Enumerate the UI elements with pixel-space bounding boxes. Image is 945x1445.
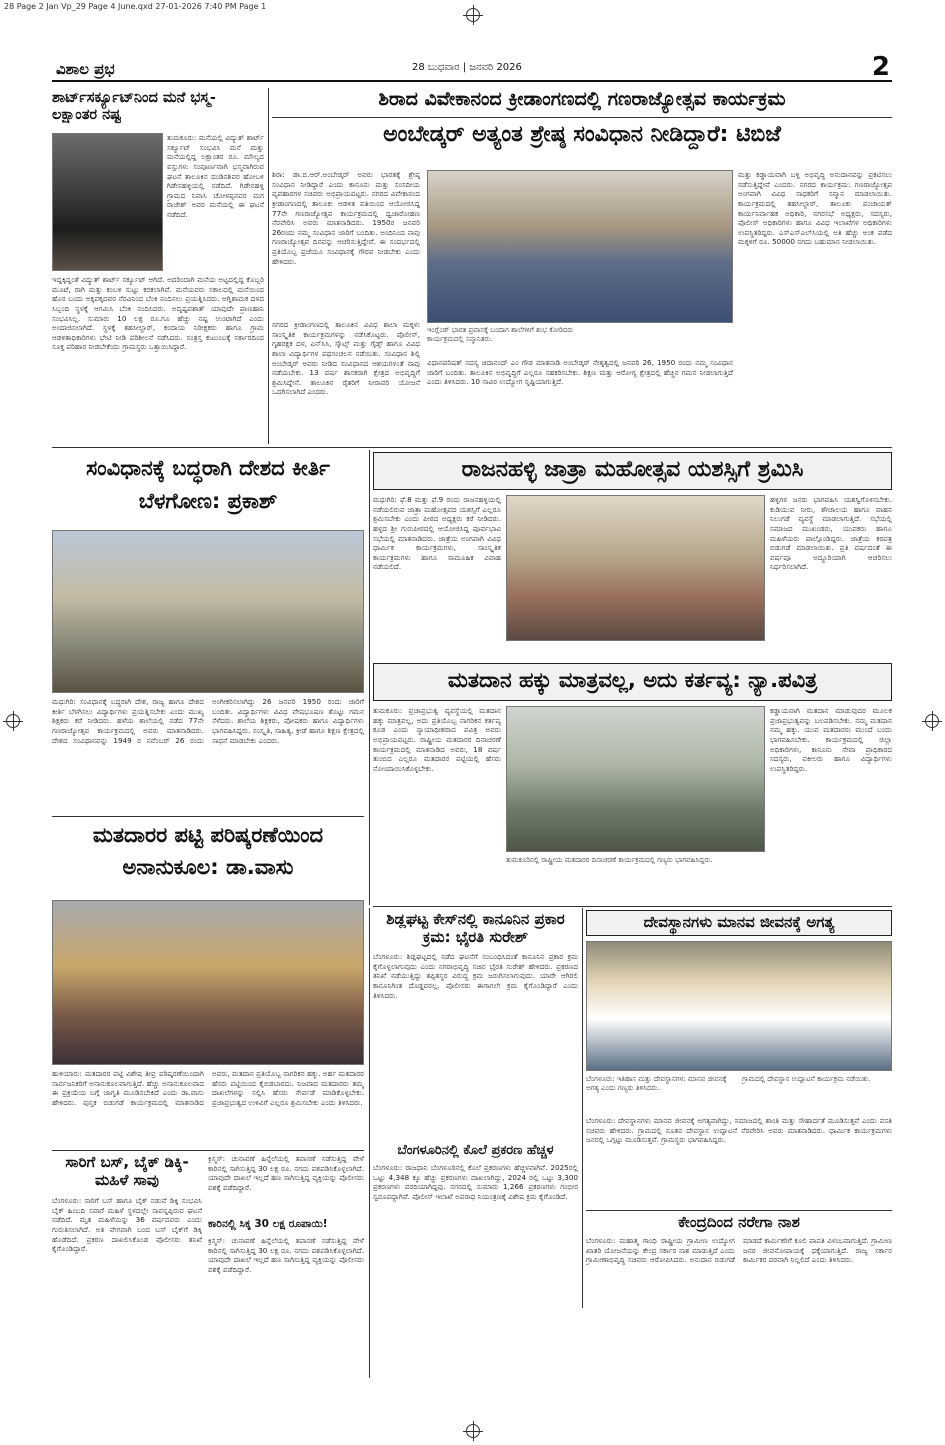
print-slug: 28 Page 2 Jan Vp_29 Page 4 June.qxd 27-01-2026 7:40 PM Page 1 [4,2,267,11]
bus-headline: ಸಾರಿಗೆ ಬಸ್, ಬೈಕ್ ಡಿಕ್ಕಿ- ಮಹಿಳೆ ಸಾವು [65,1153,189,1189]
voterlist-body: ಹುಳಿಯಾರು: ಮತದಾರರ ಪಟ್ಟಿ ವಿಶೇಷ ತೀವ್ರ ಪರಿಷ್ಕರಣೆಯಿಂದಾಗಿ ಸಾರ್ವಜನಿಕರಿಗೆ ಅನಾನುಕೂಲವಾಗುತ್ತಿದೆ. ಹೆಚ್ಚು ಅನಾನುಕೂಲವಾದ ಈ ಪ್ರಕ್ರಿಯೆಯ ಬಗ್ಗೆ ಜಾಗೃತಿ ಮೂಡಿಸಬೇಕಿದೆ ಎಂದು ಡಾ.ವಾಸು ಹೇಳಿದರು. ಪುಸ್ತಕ ಬಿಡುಗಡೆ ಕಾರ್ಯಕ್ರಮದಲ್ಲಿ ಮಾತನಾಡಿದ ಅವರು, ಮತದಾನ ಪ್ರತಿಯೊಬ್ಬ ನಾಗರಿಕನ ಹಕ್ಕು. ಅರ್ಹ ಮತದಾರರ ಹೆಸರು ಪಟ್ಟಿಯಿಂದ ಕೈಬಿಡಬಾರದು. ನಿಜವಾದ ಮತದಾರರು ತಮ್ಮ ದಾಖಲೆಗಳನ್ನು ಸಲ್ಲಿಸಿ ಹೆಸರು ಸೇರ್ಪಡೆ ಮಾಡಿಕೊಳ್ಳಬೇಕು. ಪ್ರಜಾಪ್ರಭುತ್ವದ ಉಳಿವಿಗೆ ಎಲ್ಲರೂ ಶ್ರಮಿಸಬೇಕು ಎಂದು ತಿಳಿಸಿದರು. [52,1069,364,1107]
fire-headline: ಶಾರ್ಟ್‌ಸರ್ಕ್ಯೂಟ್‌ನಿಂದ ಮನೆ ಭಸ್ಮ- ಲಕ್ಷಾಂತರ ನಷ್ಟ [52,90,216,124]
voting-photo-caption: ತುಮಕೂರಿನಲ್ಲಿ ರಾಷ್ಟ್ರೀಯ ಮತದಾರರ ದಿನಾಚರಣೆ ಕಾರ್ಯಕ್ರಮದಲ್ಲಿ ಗಣ್ಯರು ಭಾಗವಹಿಸಿದ್ದರು. [506,856,713,864]
fire-photo [52,133,163,271]
temple-photo [586,941,892,1071]
temple-caption-left: ಬೆಂಗಳೂರು: ಇತಿಹಾಸ ಮತ್ತು ದೇವಸ್ಥಾನಗಳು ಮಾನವ ಜೀವನಕ್ಕೆ ಅಗತ್ಯ ಎಂದು ಗಣ್ಯರು ತಿಳಿಸಿದರು. [586,1075,727,1093]
column-divider [268,88,269,444]
republic-kicker: ಶಿರಾದ ವಿವೇಕಾನಂದ ಕ್ರೀಡಾಂಗಣದಲ್ಲಿ ಗಣರಾಜ್ಯೋತ್ಸವ ಕಾರ್ಯಕ್ರಮ [378,88,786,110]
republic-col3: ವಿಧಾನಪರಿಷತ್ ಸದಸ್ಯ ಚಿದಾನಂದ್ ಎಂ ಗೌಡ ಮಾತನಾಡಿ ಅಂಬೇಡ್ಕರ್ ನೇತೃತ್ವದಲ್ಲಿ ಜನವರಿ 26, 1950 ರಂದು ನಮ್ಮ ಸಂವಿಧಾನ ಜಾರಿಗೆ ಬಂದಿತು. ತಾಲೂಕಿನ ಅಭಿವೃದ್ಧಿಗೆ ಎಲ್ಲರೂ ಸಹಕರಿಸಬೇಕು. ಶಿಕ್ಷಣ ಮತ್ತು ಆರೋಗ್ಯ ಕ್ಷೇತ್ರದಲ್ಲಿ ಹೆಚ್ಚಿನ ಗಮನ ನೀಡಲಾಗುತ್ತಿದೆ ಎಂದು ತಿಳಿಸಿದರು. 10 ಸಾವಿರ ಉದ್ಯೋಗ ಸೃಷ್ಟಿಯಾಗುತ್ತಿದೆ. [427,358,733,387]
kirti-body: ಮಧುಗಿರಿ: ಸಂವಿಧಾನಕ್ಕೆ ಬದ್ಧರಾಗಿ ದೇಶ, ರಾಜ್ಯ ಹಾಗೂ ದೇಶದ ಕೀರ್ತಿ ಬೆಳಗಿಸಲು ವಿದ್ಯಾರ್ಥಿಗಳು ಪ್ರಯತ್ನಿಸಬೇಕು ಎಂದು ಮುಖ್ಯ ಶಿಕ್ಷಕರು ಕರೆ ನೀಡಿದರು. ಹಳೆಯ ಶಾಲೆಯಲ್ಲಿ ನಡೆದ 77ನೇ ಗಣರಾಜ್ಯೋತ್ಸವ ಕಾರ್ಯಕ್ರಮದಲ್ಲಿ ಅವರು ಮಾತನಾಡಿದರು. ದೇಶದ ಸಂವಿಧಾನವನ್ನು 1949 ರ ನವೆಂಬರ್ 26 ರಂದು ಅಂಗೀಕರಿಸಲಾಗಿದ್ದು 26 ಜನವರಿ 1950 ರಂದು ಜಾರಿಗೆ ಬಂದಿತು. ವಿದ್ಯಾರ್ಥಿಗಳು ವಿವಿಧ ವೇಷಭೂಷಣ ತೊಟ್ಟು ಗಮನ ಸೆಳೆದರು. ಶಾಲೆಯ ಶಿಕ್ಷಕರು, ಪೋಷಕರು ಹಾಗೂ ವಿದ್ಯಾರ್ಥಿಗಳು ಭಾಗವಹಿಸಿದ್ದರು. ಸಂಸ್ಕೃತಿ, ಸಾಹಿತ್ಯ, ಕ್ರೀಡೆ ಹಾಗೂ ಶಿಕ್ಷಣ ಕ್ಷೇತ್ರದಲ್ಲಿ ಸಾಧನೆ ಮಾಡಬೇಕು ಎಂದರು. [52,697,364,745]
bus-sub-body-2: ಕ್ರಿಸ್ಮಸ್: ಚುನಾವಣೆ ಹಿನ್ನೆಲೆಯಲ್ಲಿ ತಪಾಸಣೆ ನಡೆಸುತ್ತಿದ್ದ ವೇಳೆ ಕಾರಿನಲ್ಲಿ ಸಾಗಿಸುತ್ತಿದ್ದ 30 ಲಕ್ಷ ರೂ. ನಗದು ವಶಪಡಿಸಿಕೊಳ್ಳಲಾಗಿದೆ. ಯಾವುದೇ ದಾಖಲೆ ಇಲ್ಲದೆ ಹಣ ಸಾಗಿಸುತ್ತಿದ್ದ ವ್ಯಕ್ತಿಯನ್ನು ಪೊಲೀಸರು ವಶಕ್ಕೆ ಪಡೆದಿದ್ದಾರೆ. [208,1236,364,1274]
voting-photo [506,706,765,852]
registration-mark-bottom [466,1424,480,1438]
voterlist-photo [52,900,364,1065]
section-divider [373,906,892,907]
republic-headline: ಅಂಬೇಡ್ಕರ್ ಅತ್ಯಂತ ಶ್ರೇಷ್ಠ ಸಂವಿಧಾನ ನೀಡಿದ್ದಾರೆ: ಟಿಬಿಜೆ [383,122,781,147]
temple-caption-right: ಗ್ರಾಮದಲ್ಲಿ ದೇವಸ್ಥಾನ ಉದ್ಘಾಟನೆ ಕಾರ್ಯಕ್ರಮ ನಡೆಯಿತು. [742,1075,871,1083]
temple-body: ಬೆಂಗಳೂರು: ದೇವಸ್ಥಾನಗಳು ಮಾನವ ಜೀವನಕ್ಕೆ ಅಗತ್ಯವಾಗಿದ್ದು, ಸಮಾಜದಲ್ಲಿ ಶಾಂತಿ ಮತ್ತು ಸೌಹಾರ್ದತೆ ಮೂಡಿಸುತ್ತವೆ ಎಂದು ವಸತಿ ಸಚಿವರು ಹೇಳಿದರು. ಗ್ರಾಮದಲ್ಲಿ ನೂತನ ದೇವಸ್ಥಾನ ಉದ್ಘಾಟನೆ ನೆರವೇರಿಸಿ ಅವರು ಮಾತನಾಡಿದರು. ಧಾರ್ಮಿಕ ಕಾರ್ಯಕ್ರಮಗಳು ಜನರಲ್ಲಿ ಒಗ್ಗಟ್ಟು ಮೂಡಿಸುತ್ತವೆ. ಗ್ರಾಮಸ್ಥರು ಭಾಗವಹಿಸಿದ್ದರು. [586,1116,892,1145]
masthead-date: 28 ಬುಧವಾರ | ಜನವರಿ 2026 [412,62,522,73]
bengaluru-headline: ಬೆಂಗಳೂರಿನಲ್ಲಿ ಕೊಲೆ ಪ್ರಕರಣ ಹೆಚ್ಚಳ [397,1143,554,1158]
fire-body-bottom: ಇದ್ದಕ್ಕಿದ್ದಂತೆ ವಿದ್ಯುತ್ ಶಾರ್ಟ್ ಸರ್ಕ್ಯೂಟ್ ಆಗಿದೆ. ಅದರಿಂದಾಗಿ ಮನೆಯ ಅಟ್ಟದಲ್ಲಿದ್ದ ಕೊಬ್ಬರಿ ಮೂಟೆ, ರಾಗಿ ಮತ್ತು ಕಂಬಳಿ ಸುಟ್ಟು ಕರಕಲಾಗಿವೆ. ಮನೆಯವರು ಸಕಾಲದಲ್ಲಿ ಮನೆಯಿಂದ ಹೊರ ಬಂದು ಅಕ್ಕಪಕ್ಕದವರ ನೆರವಿನಿಂದ ಬೆಂಕಿ ನಂದಿಸಲು ಪ್ರಯತ್ನಿಸಿದರು. ಅಗ್ನಿಶಾಮಕ ದಳದ ಸಿಬ್ಬಂದಿ ಸ್ಥಳಕ್ಕೆ ಆಗಮಿಸಿ ಬೆಂಕಿ ನಂದಿಸಿದರು. ಅದೃಷ್ಟವಶಾತ್ ಯಾವುದೇ ಪ್ರಾಣಹಾನಿ ಸಂಭವಿಸಿಲ್ಲ. ಸುಮಾರು 10 ಲಕ್ಷ ರೂ.ಗೂ ಹೆಚ್ಚು ನಷ್ಟ ಉಂಟಾಗಿದೆ ಎಂದು ಅಂದಾಜಿಸಲಾಗಿದೆ. ಸ್ಥಳಕ್ಕೆ ತಹಸೀಲ್ದಾರ್, ಕಂದಾಯ ನಿರೀಕ್ಷಕರು ಹಾಗೂ ಗ್ರಾಮ ಆಡಳಿತಾಧಿಕಾರಿಗಳು ಭೇಟಿ ನೀಡಿ ಪರಿಶೀಲನೆ ನಡೆಸಿದರು. ಸಂತ್ರಸ್ತ ಕುಟುಂಬಕ್ಕೆ ಸರ್ಕಾರದಿಂದ ಸೂಕ್ತ ಪರಿಹಾರ ನೀಡಬೇಕೆಂದು ಗ್ರಾಮಸ್ಥರು ಒತ್ತಾಯಿಸಿದ್ದಾರೆ. [52,275,264,352]
section-divider [52,1150,364,1151]
case-body: ಬೆಂಗಳೂರು: ಶಿಡ್ಲಘಟ್ಟದಲ್ಲಿ ನಡೆದ ಘಟನೆಗೆ ಸಂಬಂಧಿಸಿದಂತೆ ಕಾನೂನಿನ ಪ್ರಕಾರ ಕ್ರಮ ಕೈಗೊಳ್ಳಲಾಗುವುದು ಎಂದು ನಗರಾಭಿವೃದ್ಧಿ ಸಚಿವ ಭೈರತಿ ಸುರೇಶ್ ಹೇಳಿದರು. ಪ್ರಕರಣದ ತನಿಖೆ ನಡೆಯುತ್ತಿದ್ದು ತಪ್ಪಿತಸ್ಥರ ವಿರುದ್ಧ ಕ್ರಮ ಜರುಗಿಸಲಾಗುವುದು. ಯಾರೇ ಆಗಿರಲಿ ಕಾನೂನಿಗಿಂತ ದೊಡ್ಡವರಲ್ಲ. ಪೊಲೀಸರು ಈಗಾಗಲೇ ಕ್ರಮ ಕೈಗೊಂಡಿದ್ದಾರೆ ಎಂದು ತಿಳಿಸಿದರು. [373,952,578,1000]
rajanahalli-col2: ಹಳ್ಳಿಗಳ ಜನರು ಭಾಗವಹಿಸಿ ಯಶಸ್ವಿಗೊಳಿಸಬೇಕು. ಕುಡಿಯುವ ನೀರು, ಶೌಚಾಲಯ ಹಾಗೂ ವಾಹನ ನಿಲುಗಡೆ ವ್ಯವಸ್ಥೆ ಮಾಡಲಾಗುತ್ತಿದೆ. ಸಭೆಯಲ್ಲಿ ಸಮಾಜದ ಮುಖಂಡರು, ಯುವಕರು ಹಾಗೂ ಮಹಿಳೆಯರು ಪಾಲ್ಗೊಂಡಿದ್ದರು. ಜಾತ್ರೆಯ ಕರಪತ್ರ ಬಿಡುಗಡೆ ಮಾಡಲಾಯಿತು. ಪ್ರತಿ ವರ್ಷದಂತೆ ಈ ವರ್ಷವೂ ಅದ್ಧೂರಿಯಾಗಿ ಆಚರಿಸಲು ನಿರ್ಧರಿಸಲಾಗಿದೆ. [770,495,892,572]
rajanahalli-headline: ರಾಜನಹಳ್ಳಿ ಜಾತ್ರಾ ಮಹೋತ್ಸವ ಯಶಸ್ಸಿಗೆ ಶ್ರಮಿಸಿ [461,457,804,482]
case-headline: ಶಿಡ್ಲಘಟ್ಟ ಕೇಸ್‌ನಲ್ಲಿ ಕಾನೂನಿನ ಪ್ರಕಾರ ಕ್ರಮ: ಭೈರತಿ ಸುರೇಶ್ [386,910,565,946]
voting-col1: ತುಮಕೂರು: ಪ್ರಜಾಪ್ರಭುತ್ವ ವ್ಯವಸ್ಥೆಯಲ್ಲಿ ಮತದಾನ ಹಕ್ಕು ಮಾತ್ರವಲ್ಲ, ಅದು ಪ್ರತಿಯೊಬ್ಬ ನಾಗರಿಕನ ಕರ್ತವ್ಯ ಕೂಡ ಎಂದು ನ್ಯಾಯಾಧೀಶರಾದ ಪವಿತ್ರ ಅವರು ಅಭಿಪ್ರಾಯಪಟ್ಟರು. ರಾಷ್ಟ್ರೀಯ ಮತದಾರರ ದಿನಾಚರಣೆ ಕಾರ್ಯಕ್ರಮದಲ್ಲಿ ಮಾತನಾಡಿದ ಅವರು, 18 ವರ್ಷ ತುಂಬಿದ ಎಲ್ಲರೂ ಮತದಾರರ ಪಟ್ಟಿಯಲ್ಲಿ ಹೆಸರು ನೋಂದಾಯಿಸಿಕೊಳ್ಳಬೇಕು. [373,706,501,773]
divider [272,117,892,118]
fire-body-top: ತುಮಕೂರು: ಮನೆಯಲ್ಲಿ ವಿದ್ಯುತ್ ಶಾರ್ಟ್ ಸರ್ಕ್ಯೂಟ್ ಸಂಭವಿಸಿ ಮನೆ ಮತ್ತು ಮನೆಯಲ್ಲಿದ್ದ ಲಕ್ಷಾಂತರ ರೂ. ಮೌಲ್ಯದ ವಸ್ತುಗಳು ಸಂಪೂರ್ಣವಾಗಿ ಭಸ್ಮವಾಗಿರುವ ಘಟನೆ ತಾಲೂಕಿನ ದಂಡಿನಶಿವರ ಹೋಬಳಿ ಗಿಡೇನಹಳ್ಳಿಯಲ್ಲಿ ನಡೆದಿದೆ. ಗಿಡೇನಹಳ್ಳಿ ಗ್ರಾಮದ ನಿವಾಸಿ ಚೋಳಪ್ಪನವರ ಮಗ ರಾಜೇಶ್ ಅವರ ಮನೆಯಲ್ಲಿ ಈ ಘಟನೆ ನಡೆದಿದೆ. [167,133,264,220]
column-divider [582,908,583,1308]
registration-mark-top [466,8,480,22]
rajanahalli-col1: ಮಧುಗಿರಿ: ಫೆ.8 ಮತ್ತು ಫೆ.9 ರಂದು ರಾಜನಹಳ್ಳಿಯಲ್ಲಿ ನಡೆಯಲಿರುವ ಜಾತ್ರಾ ಮಹೋತ್ಸವದ ಯಶಸ್ಸಿಗೆ ಎಲ್ಲರೂ ಶ್ರಮಿಸಬೇಕು ಎಂದು ಪೀಠದ ಅಧ್ಯಕ್ಷರು ಕರೆ ನೀಡಿದರು. ಹಳ್ಳದ ಶ್ರೀ ಗುರುಪೀಠದಲ್ಲಿ ಆಯೋಜಿಸಿದ್ದ ಪೂರ್ವಭಾವಿ ಸಭೆಯಲ್ಲಿ ಮಾತನಾಡಿದರು. ಜಾತ್ರೆಯ ಅಂಗವಾಗಿ ವಿವಿಧ ಧಾರ್ಮಿಕ ಕಾರ್ಯಕ್ರಮಗಳು, ಸಾಂಸ್ಕೃತಿಕ ಕಾರ್ಯಕ್ರಮಗಳು ಹಾಗೂ ಸಾಮೂಹಿಕ ವಿವಾಹ ನಡೆಯಲಿದೆ. [373,495,501,572]
bus-sub-body: ಕ್ರಿಸ್ಮಸ್: ಚುನಾವಣೆ ಹಿನ್ನೆಲೆಯಲ್ಲಿ ತಪಾಸಣೆ ನಡೆಸುತ್ತಿದ್ದ ವೇಳೆ ಕಾರಿನಲ್ಲಿ ಸಾಗಿಸುತ್ತಿದ್ದ 30 ಲಕ್ಷ ರೂ. ನಗದು ವಶಪಡಿಸಿಕೊಳ್ಳಲಾಗಿದೆ. ಯಾವುದೇ ದಾಖಲೆ ಇಲ್ಲದೆ ಹಣ ಸಾಗಿಸುತ್ತಿದ್ದ ವ್ಯಕ್ತಿಯನ್ನು ಪೊಲೀಸರು ವಶಕ್ಕೆ ಪಡೆದಿದ್ದಾರೆ. [208,1154,364,1192]
bus-body: ಬೆಂಗಳೂರು: ಸಾರಿಗೆ ಬಸ್ ಹಾಗೂ ಬೈಕ್ ನಡುವೆ ಡಿಕ್ಕಿ ಸಂಭವಿಸಿ ಬೈಕ್ ಹಿಂಬದಿ ಸವಾರೆ ಮಹಿಳೆ ಸ್ಥಳದಲ್ಲೇ ಸಾವನ್ನಪ್ಪಿರುವ ಘಟನೆ ನಡೆದಿದೆ. ಮೃತ ಮಹಿಳೆಯನ್ನು 36 ವರ್ಷದವರು ಎಂದು ಗುರುತಿಸಲಾಗಿದೆ. ಅತಿ ವೇಗವಾಗಿ ಬಂದ ಬಸ್ ಬೈಕ್‌ಗೆ ಡಿಕ್ಕಿ ಹೊಡೆದಿದೆ. ಪ್ರಕರಣ ದಾಖಲಿಸಿಕೊಂಡ ಪೊಲೀಸರು ತನಿಖೆ ಕೈಗೊಂಡಿದ್ದಾರೆ. [52,1196,202,1254]
narega-headline: ಕೇಂದ್ರದಿಂದ ನರೇಗಾ ನಾಶ [678,1213,800,1231]
section-divider [52,816,364,817]
temple-headline: ದೇವಸ್ಥಾನಗಳು ಮಾನವ ಜೀವನಕ್ಕೆ ಅಗತ್ಯ [643,913,835,931]
column-divider [369,908,370,1378]
republic-col4: ಮತ್ತು ಕಡ್ಡಾಯವಾಗಿ ಬಳ್ಳಿ ಅಭಿವೃದ್ಧಿ ಅನುದಾನವನ್ನು ಪ್ರಕಟಿಸಲು ನಡೆಸುತ್ತಿದ್ದೇವೆ ಎಂದರು. ನಗರದ ಕಾರ್ಯಕ್ರಮ: ಗಣರಾಜ್ಯೋತ್ಸವ ಅಂಗವಾಗಿ ವಿವಿಧ ಸಾಧಕರಿಗೆ ಸನ್ಮಾನ ಮಾಡಲಾಯಿತು. ಕಾರ್ಯಕ್ರಮದಲ್ಲಿ ತಹಸೀಲ್ದಾರ್, ತಾಲೂಕು ಪಂಚಾಯತ್ ಕಾರ್ಯನಿರ್ವಾಹಕ ಅಧಿಕಾರಿ, ನಗರಸಭೆ ಅಧ್ಯಕ್ಷರು, ಸದಸ್ಯರು, ಪೊಲೀಸ್ ಅಧಿಕಾರಿಗಳು ಹಾಗೂ ವಿವಿಧ ಇಲಾಖೆಗಳ ಅಧಿಕಾರಿಗಳು ಉಪಸ್ಥಿತರಿದ್ದರು. ಎಸ್‌ಎಸ್‌ಎಲ್‌ಸಿಯಲ್ಲಿ ಅತಿ ಹೆಚ್ಚು ಅಂಕ ಪಡೆದ ಮಕ್ಕಳಿಗೆ ರೂ. 50000 ನಗದು ಬಹುಮಾನ ನೀಡಲಾಯಿತು. [738,170,892,247]
bengaluru-body: ಬೆಂಗಳೂರು: ರಾಜಧಾನಿ ಬೆಂಗಳೂರಿನಲ್ಲಿ ಕೊಲೆ ಪ್ರಕರಣಗಳು ಹೆಚ್ಚಳವಾಗಿವೆ. 2025ರಲ್ಲಿ ಒಟ್ಟು 4,348 ಕ್ಕೂ ಹೆಚ್ಚು ಪ್ರಕರಣಗಳು ದಾಖಲಾಗಿದ್ದು, 2024 ರಲ್ಲಿ ಒಟ್ಟು 3,300 ಪ್ರಕರಣಗಳು ವರದಿಯಾಗಿದ್ದವು. ನಗರದಲ್ಲಿ ಸುಮಾರು 1,266 ಪ್ರಕರಣಗಳು ಗಂಭೀರ ಸ್ವರೂಪದ್ದಾಗಿವೆ. ಪೊಲೀಸ್ ಇಲಾಖೆ ಅಪರಾಧ ನಿಯಂತ್ರಣಕ್ಕೆ ವಿಶೇಷ ಕ್ರಮ ಕೈಗೊಂಡಿದೆ. [373,1163,578,1201]
rajanahalli-photo [506,495,765,641]
bus-sub-headline: ಕಾರಿನಲ್ಲಿ ಸಿಕ್ಕ 30 ಲಕ್ಷ ರೂಪಾಯಿ! [208,1218,328,1230]
republic-photo [427,170,733,323]
section-divider [586,1210,892,1211]
page-number: 2 [871,52,890,82]
kirti-headline: ಸಂವಿಧಾನಕ್ಕೆ ಬದ್ಧರಾಗಿ ದೇಶದ ಕೀರ್ತಿ ಬೆಳಗೋಣ: ಪ್ರಕಾಶ್ [86,456,330,513]
voterlist-headline: ಮತದಾರರ ಪಟ್ಟಿ ಪರಿಷ್ಕರಣೆಯಿಂದ ಅನಾನುಕೂಲ: ಡಾ.ವಾಸು [92,823,324,879]
registration-mark-left [6,714,20,728]
republic-col1: ಶಿರಾ: ಡಾ.ಬಿ.ಆರ್.ಅಂಬೇಡ್ಕರ್ ಅವರು ಭಾರತಕ್ಕೆ ಶ್ರೇಷ್ಠ ಸಂವಿಧಾನ ನೀಡಿದ್ದಾರೆ ಎಂದು ಕಾನೂನು ಮತ್ತು ಸಂಸದೀಯ ವ್ಯವಹಾರಗಳ ಸಚಿವರು ಅಭಿಪ್ರಾಯಪಟ್ಟರು. ನಗರದ ವಿವೇಕಾನಂದ ಕ್ರೀಡಾಂಗಣದಲ್ಲಿ ತಾಲೂಕು ಆಡಳಿತ ವತಿಯಿಂದ ಆಯೋಜಿಸಿದ್ದ 77ನೇ ಗಣರಾಜ್ಯೋತ್ಸವ ಕಾರ್ಯಕ್ರಮದಲ್ಲಿ ಧ್ವಜಾರೋಹಣ ನೆರವೇರಿಸಿ ಅವರು ಮಾತನಾಡಿದರು. 1950ರ ಜನವರಿ 26ರಂದು ನಮ್ಮ ಸಂವಿಧಾನ ಜಾರಿಗೆ ಬಂದಿತು. ಅಂದಿನಿಂದ ನಾವು ಗಣರಾಜ್ಯೋತ್ಸವ ದಿನವನ್ನು ಆಚರಿಸುತ್ತಿದ್ದೇವೆ. ಈ ಸಂದರ್ಭದಲ್ಲಿ ಪ್ರತಿಯೊಬ್ಬ ಪ್ರಜೆಯೂ ಸಂವಿಧಾನಕ್ಕೆ ಗೌರವ ನೀಡಬೇಕು ಎಂದು ಹೇಳಿದರು. [272,170,420,266]
republic-photo-caption: ಇಂಗ್ಲೆಂಡ್ ಭಾರತ ಪ್ರವಾಸಕ್ಕೆ ಬಂದಾಗ ಶಾಲೆಗಳಿಗೆ ಶುಭ ಕೋರಿದರು ಕಾರ್ಯಕ್ರಮದಲ್ಲಿ ಸನ್ಮಾನಿತರು. [427,326,574,344]
column-divider [369,450,370,905]
masthead [52,52,892,82]
kirti-photo [52,530,364,693]
voting-headline: ಮತದಾನ ಹಕ್ಕು ಮಾತ್ರವಲ್ಲ, ಅದು ಕರ್ತವ್ಯ: ನ್ಯಾ.ಪವಿತ್ರ [447,668,818,692]
section-divider [52,447,892,448]
narega-body: ಬೆಂಗಳೂರು: ಮಹಾತ್ಮ ಗಾಂಧಿ ರಾಷ್ಟ್ರೀಯ ಗ್ರಾಮೀಣ ಉದ್ಯೋಗ ಖಾತರಿ ಯೋಜನೆಯನ್ನು ಕೇಂದ್ರ ಸರ್ಕಾರ ನಾಶ ಮಾಡುತ್ತಿದೆ ಎಂದು ಗ್ರಾಮೀಣಾಭಿವೃದ್ಧಿ ಸಚಿವರು ಆರೋಪಿಸಿದರು. ಅನುದಾನ ಬಿಡುಗಡೆ ಮಾಡದೆ ಕಾರ್ಮಿಕರಿಗೆ ಕೂಲಿ ಪಾವತಿ ವಿಳಂಬವಾಗುತ್ತಿದೆ. ಗ್ರಾಮೀಣ ಜನರ ಜೀವನೋಪಾಯಕ್ಕೆ ಧಕ್ಕೆಯಾಗುತ್ತಿದೆ. ರಾಜ್ಯ ಸರ್ಕಾರ ಕಾರ್ಮಿಕರ ಪರವಾಗಿ ನಿಲ್ಲಲಿದೆ ಎಂದು ತಿಳಿಸಿದರು. [586,1236,892,1265]
registration-mark-right [925,714,939,728]
republic-col2: ನಗರದ ಕ್ರೀಡಾಂಗಣದಲ್ಲಿ ತಾಲೂಕಿನ ವಿವಿಧ ಶಾಲಾ ಮಕ್ಕಳು ಸಾಂಸ್ಕೃತಿಕ ಕಾರ್ಯಕ್ರಮಗಳನ್ನು ನಡೆಸಿಕೊಟ್ಟರು. ಪೊಲೀಸ್, ಗೃಹರಕ್ಷಕ ದಳ, ಎನ್‌ಸಿಸಿ, ಸ್ಕೌಟ್ಸ್ ಮತ್ತು ಗೈಡ್ಸ್ ಹಾಗೂ ವಿವಿಧ ಶಾಲಾ ವಿದ್ಯಾರ್ಥಿಗಳ ಪಥಸಂಚಲನ ನಡೆಯಿತು. ಸಂವಿಧಾನ ಶಿಲ್ಪಿ ಅಂಬೇಡ್ಕರ್ ಅವರು ನೀಡಿದ ಸಂವಿಧಾನದ ಆಶಯಗಳಂತೆ ನಾವು ನಡೆಯಬೇಕು. 13 ವರ್ಷ ಶಾಸಕರಾಗಿ ಕ್ಷೇತ್ರದ ಅಭಿವೃದ್ಧಿಗೆ ಶ್ರಮಿಸಿದ್ದೇನೆ. ತಾಲೂಕಿನ ರೈತರಿಗೆ ನೀರಾವರಿ ಯೋಜನೆ ಒದಗಿಸಲಾಗಿದೆ ಎಂದರು. [272,320,420,397]
voting-col2: ಕಡ್ಡಾಯವಾಗಿ ಮತದಾನ ಮಾಡುವುದರ ಮೂಲಕ ಪ್ರಜಾಪ್ರಭುತ್ವವನ್ನು ಬಲಪಡಿಸಬೇಕು. ನಮ್ಮ ಮತದಾನ ನಮ್ಮ ಹಕ್ಕು. ಯುವ ಮತದಾರರು ಮುಂದೆ ಬಂದು ಭಾಗವಹಿಸಬೇಕು. ಕಾರ್ಯಕ್ರಮದಲ್ಲಿ ಜಿಲ್ಲಾ ಅಧಿಕಾರಿಗಳು, ಕಾನೂನು ಸೇವಾ ಪ್ರಾಧಿಕಾರದ ಸದಸ್ಯರು, ವಕೀಲರು ಹಾಗೂ ವಿದ್ಯಾರ್ಥಿಗಳು ಉಪಸ್ಥಿತರಿದ್ದರು. [770,706,892,773]
masthead-logo: ವಿಶಾಲ ಪ್ರಭ [56,60,115,78]
